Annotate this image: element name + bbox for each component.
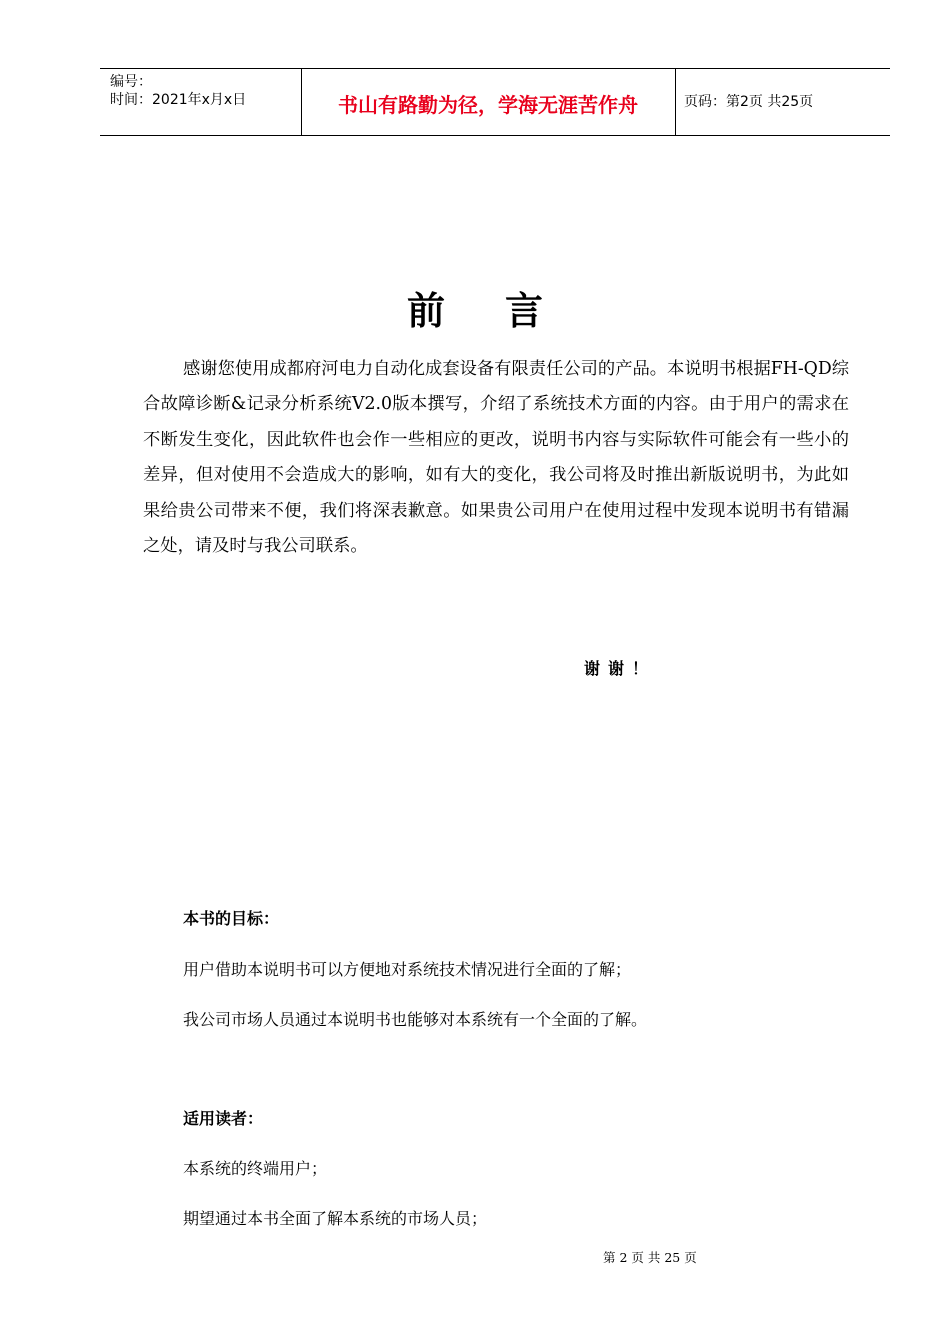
document-time-label: 时间：2021年x月x日	[110, 92, 247, 108]
page-title: 前言	[406, 288, 603, 333]
document-code-label: 编号：	[110, 74, 152, 90]
page-header	[100, 68, 890, 136]
intro-paragraph: 感谢您使用成都府河电力自动化成套设备有限责任公司的产品。本说明书根据FH-QD综合故障诊断&记录分析系统V2.0版本撰写，介绍了系统技术方面的内容。由于用户的需求在不断发生变化，因此软件也会作一些相应的更改，说明书内容与实际软件可能会有一些小的差异，但对使用不会造成大的影响，如有大的变化，我公司将及时推出新版说明书，为此如果给贵公司带来不便，我们将深表歉意。如果贵公司用户在使用过程中发现本说明书有错漏之处，请及时与我公司联系。	[143, 359, 849, 557]
readers-item: 本系统的终端用户；	[183, 1159, 328, 1178]
goals-item: 我公司市场人员通过本说明书也能够对本系统有一个全面的了解。	[183, 1010, 648, 1029]
header-page-cell	[675, 69, 890, 135]
header-motto: 书山有路勤为径，学海无涯苦作舟	[338, 93, 638, 117]
readers-item: 期望通过本书全面了解本系统的市场人员；	[183, 1209, 488, 1228]
goals-item: 用户借助本说明书可以方便地对系统技术情况进行全面的了解；	[183, 960, 632, 979]
page-footer-number: 第 2 页 共 25 页	[603, 1250, 697, 1265]
header-motto-cell	[301, 69, 676, 135]
thanks-text: 谢谢！	[584, 659, 657, 678]
header-meta-cell	[100, 69, 302, 135]
header-page-number: 页码：第2页 共25页	[684, 94, 814, 110]
readers-heading: 适用读者：	[183, 1109, 264, 1128]
goals-heading: 本书的目标：	[183, 909, 280, 928]
